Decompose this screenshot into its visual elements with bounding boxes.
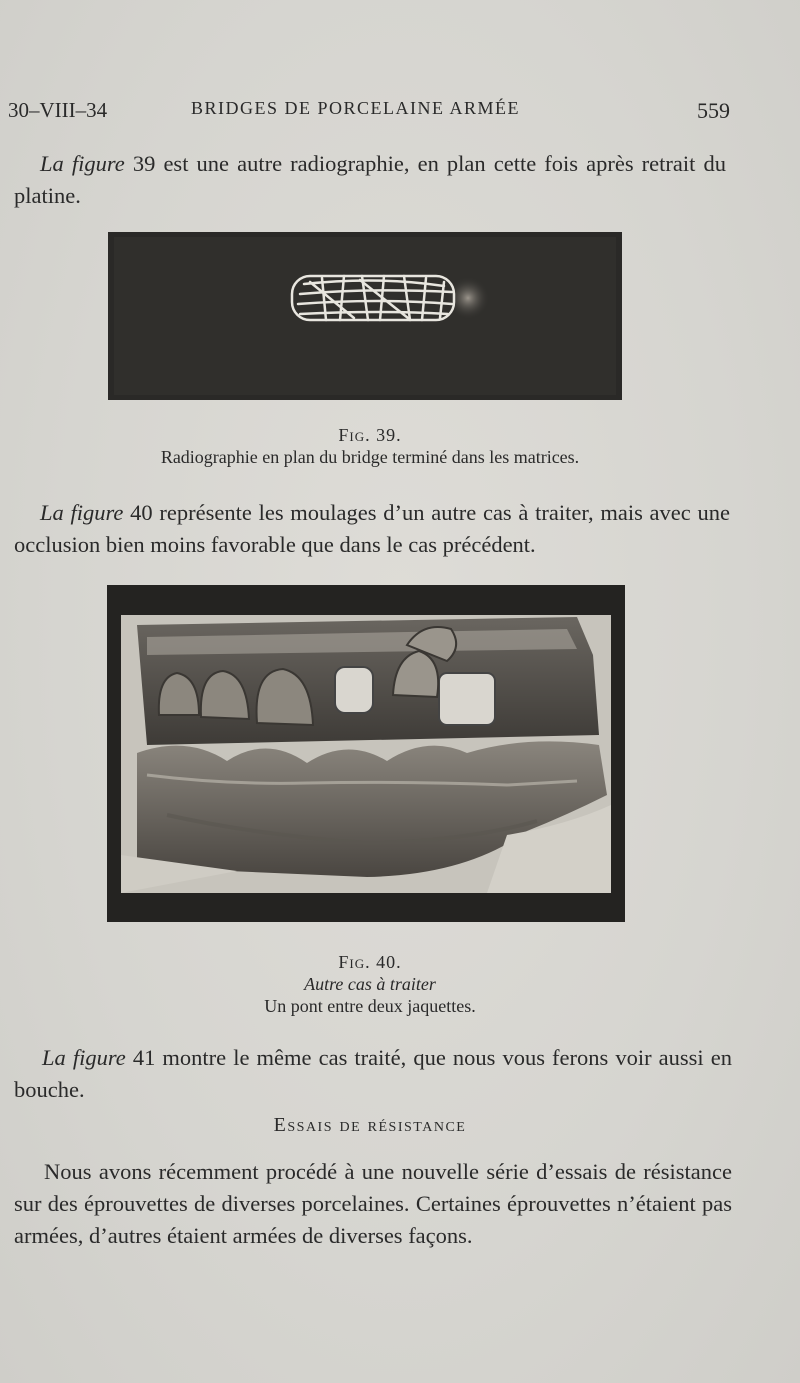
figure-40-caption-italic: Autre cas à traiter [304,974,436,994]
figure-40-caption [0,951,740,1017]
header-title: BRIDGES DE PORCELAINE ARMÉE [191,98,521,118]
figure-40-caption-text: Un pont entre deux jaquettes. [264,996,476,1016]
section-heading: Essais de résistance [273,1114,467,1136]
figure-39-caption-text: Radiographie en plan du bridge terminé dans les matrices. [160,447,580,467]
paragraph-text: 41 montre le même cas traité, que nous vous ferons voir aussi en bouche. [14,1045,732,1102]
page-number: 559 [697,98,730,123]
paragraph-italic: La figure [40,500,124,525]
figure-39-label: Fig. 39. [338,425,402,445]
paragraph-text: 40 représente les moulages d’un autre cas à traiter, mais avec une occlusion bien moins favorable que dans le cas précédent. [14,500,730,557]
paragraph-figure-39 [14,148,726,212]
figure-40-label: Fig. 40. [338,952,402,972]
paragraph-figure-40 [14,497,730,561]
figure-39-radiograph [108,232,622,400]
header-date: 30–VIII–34 [8,98,108,122]
paragraph-italic: La figure [42,1045,126,1070]
figure-40-photograph [107,585,625,922]
running-header [8,98,730,128]
paragraph-italic: La figure [40,151,125,176]
paragraph-text: 39 est une autre radiographie, en plan cette fois après retrait du platine. [14,151,726,208]
paragraph-resistance: Nous avons récemment procédé à une nouvelle série d’essais de résistance sur des éprouvettes de diverses porcelaines. Certaines éprouvettes n’étaient pas armées, d’autres étaient armées de diverses façons. [14,1159,732,1248]
paragraph-figure-41 [14,1042,732,1106]
figure-39-caption [0,424,740,468]
